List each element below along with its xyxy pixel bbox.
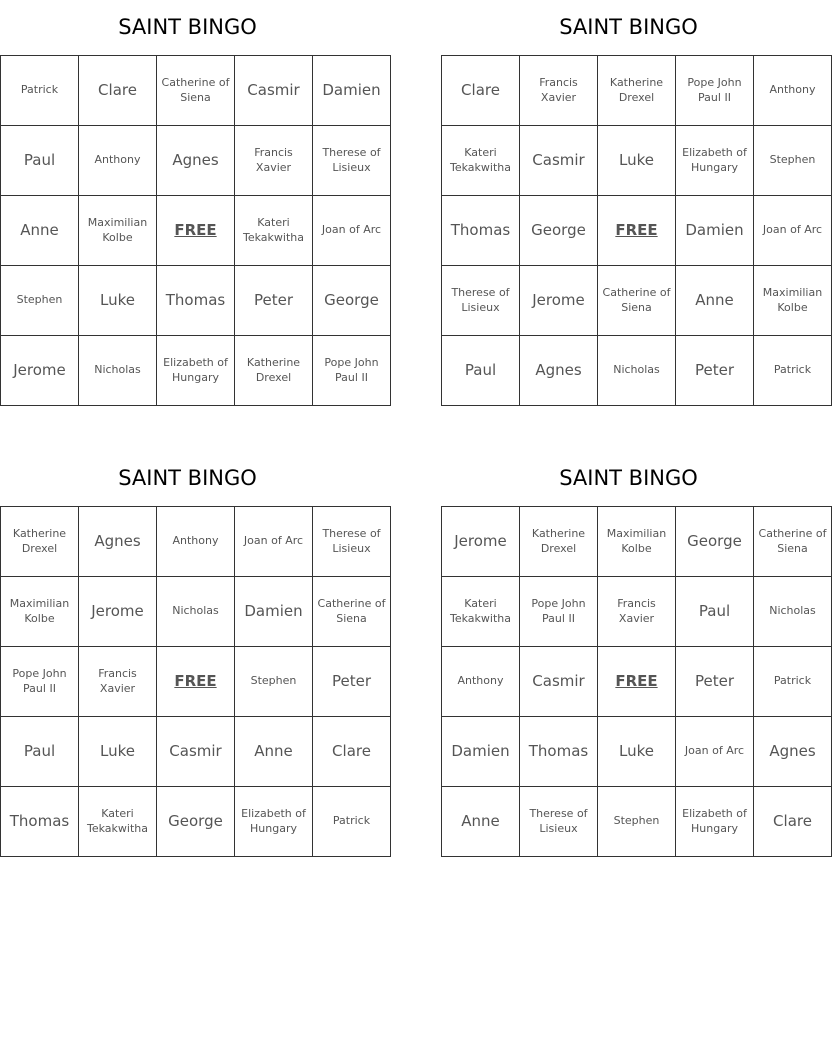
grid-cell: Nicholas — [754, 577, 832, 647]
grid-row — [1, 647, 391, 717]
grid-cell: Peter — [676, 647, 754, 717]
grid-row — [1, 787, 391, 857]
bingo-card-4 — [441, 461, 827, 857]
grid-cell: Patrick — [1, 56, 79, 126]
bingo-grid — [0, 506, 391, 857]
grid-cell: Therese of Lisieux — [520, 787, 598, 857]
grid-cell: Casmir — [520, 126, 598, 196]
grid-cell: Pope John Paul II — [313, 336, 391, 406]
grid-row — [442, 577, 832, 647]
grid-cell: Therese of Lisieux — [442, 266, 520, 336]
grid-cell: Elizabeth of Hungary — [676, 126, 754, 196]
grid-cell: Pope John Paul II — [676, 56, 754, 126]
grid-cell: Luke — [79, 266, 157, 336]
grid-cell: Jerome — [79, 577, 157, 647]
grid-cell: Catherine of Siena — [313, 577, 391, 647]
grid-row — [1, 717, 391, 787]
grid-cell: Clare — [754, 787, 832, 857]
grid-cell: Casmir — [520, 647, 598, 717]
grid-cell: Jerome — [520, 266, 598, 336]
card-title: SAINT BINGO — [118, 466, 257, 490]
grid-cell: Stephen — [1, 266, 79, 336]
grid-cell: George — [676, 507, 754, 577]
grid-cell: Damien — [442, 717, 520, 787]
grid-cell: Luke — [598, 717, 676, 787]
grid-cell: Pope John Paul II — [520, 577, 598, 647]
grid-cell: Casmir — [235, 56, 313, 126]
grid-row — [1, 266, 391, 336]
free-space-cell: FREE — [598, 647, 676, 717]
grid-cell: Agnes — [520, 336, 598, 406]
grid-cell: Nicholas — [79, 336, 157, 406]
grid-cell: Nicholas — [598, 336, 676, 406]
grid-cell: Jerome — [442, 507, 520, 577]
grid-cell: Stephen — [235, 647, 313, 717]
grid-cell: Luke — [79, 717, 157, 787]
grid-cell: Anne — [442, 787, 520, 857]
free-space-cell: FREE — [157, 647, 235, 717]
bingo-card-2 — [441, 10, 823, 406]
grid-cell: Damien — [235, 577, 313, 647]
grid-row — [1, 336, 391, 406]
grid-cell: Damien — [313, 56, 391, 126]
card-title: SAINT BINGO — [559, 15, 698, 39]
grid-cell: Paul — [442, 336, 520, 406]
grid-row — [442, 126, 832, 196]
grid-cell: Damien — [676, 196, 754, 266]
bingo-grid — [0, 55, 391, 406]
grid-cell: Luke — [598, 126, 676, 196]
grid-cell: Agnes — [79, 507, 157, 577]
grid-cell: Therese of Lisieux — [313, 126, 391, 196]
grid-cell: Pope John Paul II — [1, 647, 79, 717]
grid-cell: Elizabeth of Hungary — [157, 336, 235, 406]
grid-cell: George — [157, 787, 235, 857]
grid-cell: Paul — [1, 717, 79, 787]
grid-cell: Maximilian Kolbe — [754, 266, 832, 336]
grid-cell: Clare — [79, 56, 157, 126]
grid-cell: Casmir — [157, 717, 235, 787]
grid-cell: Elizabeth of Hungary — [235, 787, 313, 857]
grid-cell: Nicholas — [157, 577, 235, 647]
grid-row — [442, 507, 832, 577]
grid-cell: George — [520, 196, 598, 266]
grid-row — [442, 56, 832, 126]
grid-cell: Katherine Drexel — [1, 507, 79, 577]
grid-cell: Jerome — [1, 336, 79, 406]
grid-row — [442, 196, 832, 266]
grid-cell: Joan of Arc — [754, 196, 832, 266]
grid-cell: Joan of Arc — [235, 507, 313, 577]
grid-cell: Anne — [235, 717, 313, 787]
grid-cell: Clare — [442, 56, 520, 126]
grid-cell: Kateri Tekakwitha — [235, 196, 313, 266]
grid-cell: Thomas — [157, 266, 235, 336]
free-space-cell: FREE — [598, 196, 676, 266]
grid-cell: Maximilian Kolbe — [79, 196, 157, 266]
grid-cell: Kateri Tekakwitha — [442, 126, 520, 196]
grid-cell: Stephen — [754, 126, 832, 196]
grid-cell: Catherine of Siena — [157, 56, 235, 126]
grid-cell: Joan of Arc — [676, 717, 754, 787]
grid-row — [1, 577, 391, 647]
grid-cell: Katherine Drexel — [520, 507, 598, 577]
grid-cell: Anne — [1, 196, 79, 266]
card-title: SAINT BINGO — [118, 15, 257, 39]
grid-cell: Patrick — [754, 336, 832, 406]
grid-cell: Catherine of Siena — [754, 507, 832, 577]
grid-cell: Katherine Drexel — [598, 56, 676, 126]
grid-cell: Clare — [313, 717, 391, 787]
bingo-grid — [441, 506, 832, 857]
grid-cell: Peter — [235, 266, 313, 336]
grid-cell: Thomas — [1, 787, 79, 857]
grid-row — [1, 507, 391, 577]
grid-cell: Thomas — [520, 717, 598, 787]
bingo-card-1 — [0, 10, 382, 406]
grid-cell: Maximilian Kolbe — [598, 507, 676, 577]
grid-cell: Agnes — [754, 717, 832, 787]
grid-cell: George — [313, 266, 391, 336]
grid-cell: Therese of Lisieux — [313, 507, 391, 577]
bingo-grid — [441, 55, 832, 406]
grid-cell: Anne — [676, 266, 754, 336]
grid-cell: Francis Xavier — [520, 56, 598, 126]
grid-cell: Paul — [676, 577, 754, 647]
grid-cell: Patrick — [313, 787, 391, 857]
grid-row — [442, 266, 832, 336]
grid-cell: Francis Xavier — [598, 577, 676, 647]
free-space-cell: FREE — [157, 196, 235, 266]
grid-row — [442, 336, 832, 406]
grid-cell: Maximilian Kolbe — [1, 577, 79, 647]
grid-cell: Francis Xavier — [79, 647, 157, 717]
grid-cell: Anthony — [442, 647, 520, 717]
grid-cell: Joan of Arc — [313, 196, 391, 266]
grid-cell: Peter — [313, 647, 391, 717]
grid-cell: Stephen — [598, 787, 676, 857]
grid-row — [442, 787, 832, 857]
grid-row — [1, 56, 391, 126]
grid-cell: Anthony — [754, 56, 832, 126]
grid-cell: Agnes — [157, 126, 235, 196]
grid-row — [442, 647, 832, 717]
grid-row — [1, 126, 391, 196]
grid-cell: Catherine of Siena — [598, 266, 676, 336]
grid-cell: Katherine Drexel — [235, 336, 313, 406]
grid-cell: Thomas — [442, 196, 520, 266]
grid-cell: Paul — [1, 126, 79, 196]
card-title: SAINT BINGO — [559, 466, 698, 490]
grid-row — [442, 717, 832, 787]
bingo-card-3 — [0, 461, 386, 857]
grid-cell: Elizabeth of Hungary — [676, 787, 754, 857]
grid-cell: Peter — [676, 336, 754, 406]
grid-cell: Anthony — [157, 507, 235, 577]
grid-cell: Kateri Tekakwitha — [442, 577, 520, 647]
grid-row — [1, 196, 391, 266]
grid-cell: Kateri Tekakwitha — [79, 787, 157, 857]
grid-cell: Anthony — [79, 126, 157, 196]
grid-cell: Francis Xavier — [235, 126, 313, 196]
grid-cell: Patrick — [754, 647, 832, 717]
